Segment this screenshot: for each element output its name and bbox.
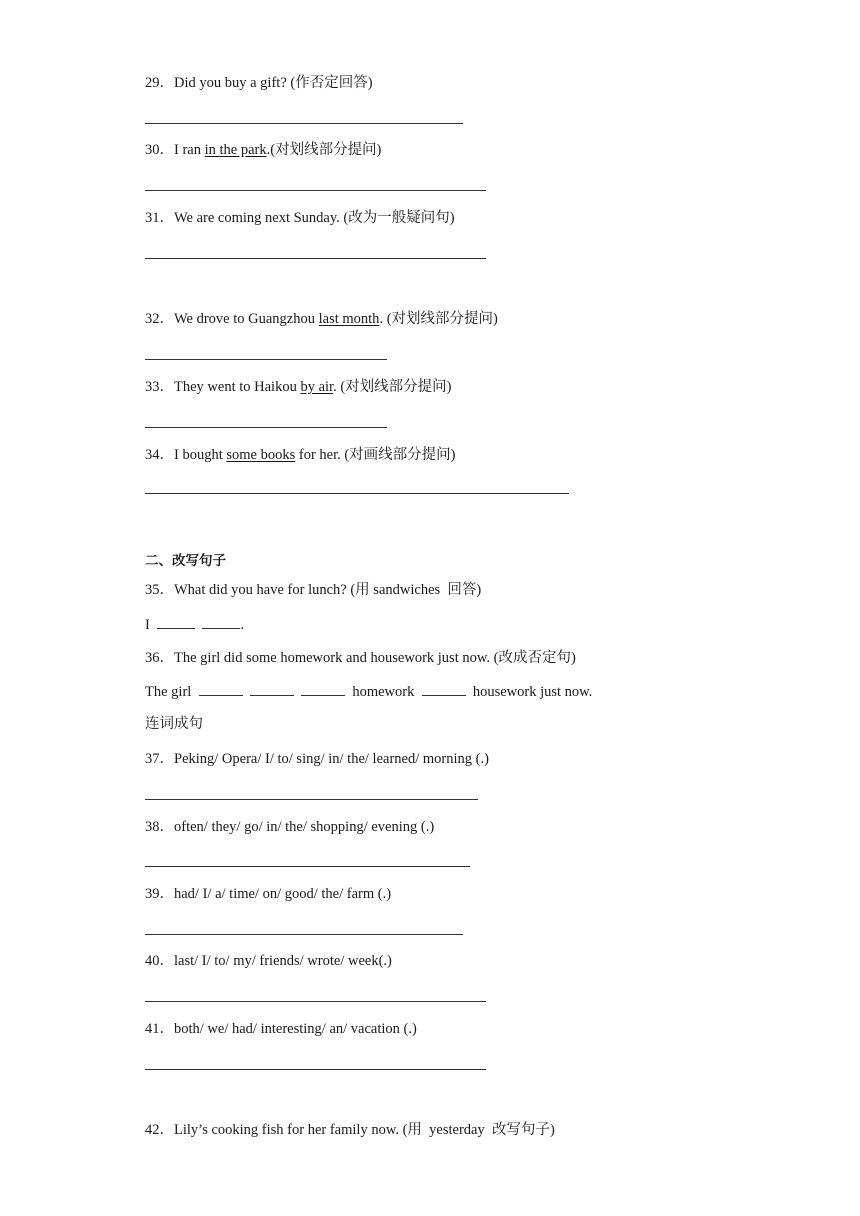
question-30 (145, 141, 381, 159)
question-text-pre: I bought (174, 447, 227, 463)
question-text-pre: We drove to Guangzhou (174, 311, 319, 327)
question-text-pre: They went to Haikou (174, 379, 301, 395)
answer-line-37[interactable] (145, 799, 478, 800)
question-31 (145, 209, 455, 227)
question-number: 34． (145, 447, 174, 463)
question-number: 40． (145, 953, 174, 969)
answer-part-c: housework just now. (469, 684, 593, 700)
answer-suffix: . (240, 617, 244, 633)
question-text: last/ I/ to/ my/ friends/ wrote/ week(.) (174, 953, 392, 969)
blank-3[interactable] (301, 682, 345, 696)
question-text: Lily’s cooking fish for her family now. (用 yesterday 改写句子) (174, 1122, 555, 1138)
answer-line-39[interactable] (145, 934, 463, 935)
answer-line-41[interactable] (145, 1069, 486, 1070)
question-number: 31． (145, 210, 174, 226)
question-34 (145, 446, 456, 464)
question-number: 33． (145, 379, 174, 395)
underlined-phrase: by air (300, 379, 334, 395)
question-text: We are coming next Sunday. (改为一般疑问句) (174, 210, 455, 226)
question-number: 37． (145, 751, 174, 767)
question-text: often/ they/ go/ in/ the/ shopping/ evening (.) (174, 819, 435, 835)
question-text: What did you have for lunch? (用 sandwiches 回答) (174, 582, 482, 598)
question-35 (145, 581, 481, 599)
blank-1[interactable] (157, 615, 195, 629)
question-number: 39． (145, 886, 174, 902)
blank-1[interactable] (199, 682, 243, 696)
question-number: 36． (145, 650, 174, 666)
answer-line-33[interactable] (145, 427, 387, 428)
question-38 (145, 818, 434, 836)
answer-line-32[interactable] (145, 359, 387, 360)
underlined-phrase: some books (226, 447, 296, 463)
blank-2[interactable] (250, 682, 294, 696)
question-number: 35． (145, 582, 174, 598)
answer-line-40[interactable] (145, 1001, 486, 1002)
answer-prefix: I (145, 617, 154, 633)
question-40 (145, 952, 392, 970)
question-text-post: for her. (对画线部分提问) (295, 447, 456, 463)
question-text: both/ we/ had/ interesting/ an/ vacation (.) (174, 1021, 417, 1037)
question-number: 32． (145, 311, 174, 327)
answer-line-38[interactable] (145, 866, 470, 867)
section-heading: 二、改写句子 (145, 553, 226, 569)
question-number: 38． (145, 819, 174, 835)
question-text: Did you buy a gift? (作否定回答) (174, 75, 373, 91)
blank-4[interactable] (422, 682, 466, 696)
answer-part-a: The girl (145, 684, 195, 700)
answer-line-31[interactable] (145, 258, 486, 259)
question-number: 42． (145, 1122, 174, 1138)
question-text-post: . (对划线部分提问) (379, 311, 498, 327)
question-number: 41． (145, 1021, 174, 1037)
question-37 (145, 750, 489, 768)
question-text: Peking/ Opera/ I/ to/ sing/ in/ the/ learned/ morning (.) (174, 751, 489, 767)
question-39 (145, 885, 391, 903)
answer-line-29[interactable] (145, 123, 463, 124)
question-36 (145, 649, 576, 667)
question-number: 29． (145, 75, 174, 91)
blank-2[interactable] (202, 615, 240, 629)
question-33 (145, 378, 452, 396)
question-text-post: .(对划线部分提问) (266, 142, 382, 158)
question-text: had/ I/ a/ time/ on/ good/ the/ farm (.) (174, 886, 392, 902)
answer-line-30[interactable] (145, 190, 486, 191)
subheading-word-order: 连词成句 (145, 716, 203, 732)
underlined-phrase: in the park (204, 142, 267, 158)
question-text-post: . (对划线部分提问) (333, 379, 452, 395)
question-text: The girl did some homework and housework just now. (改成否定句) (174, 650, 576, 666)
underlined-phrase: last month (318, 311, 380, 327)
answer-part-b: homework (348, 684, 418, 700)
question-29 (145, 74, 373, 92)
answer-line-34[interactable] (145, 493, 569, 494)
question-41 (145, 1020, 417, 1038)
question-32 (145, 310, 498, 328)
question-number: 30． (145, 142, 174, 158)
answer-35 (145, 615, 244, 634)
question-text-pre: I ran (174, 142, 205, 158)
answer-36 (145, 682, 592, 701)
question-42 (145, 1121, 555, 1139)
